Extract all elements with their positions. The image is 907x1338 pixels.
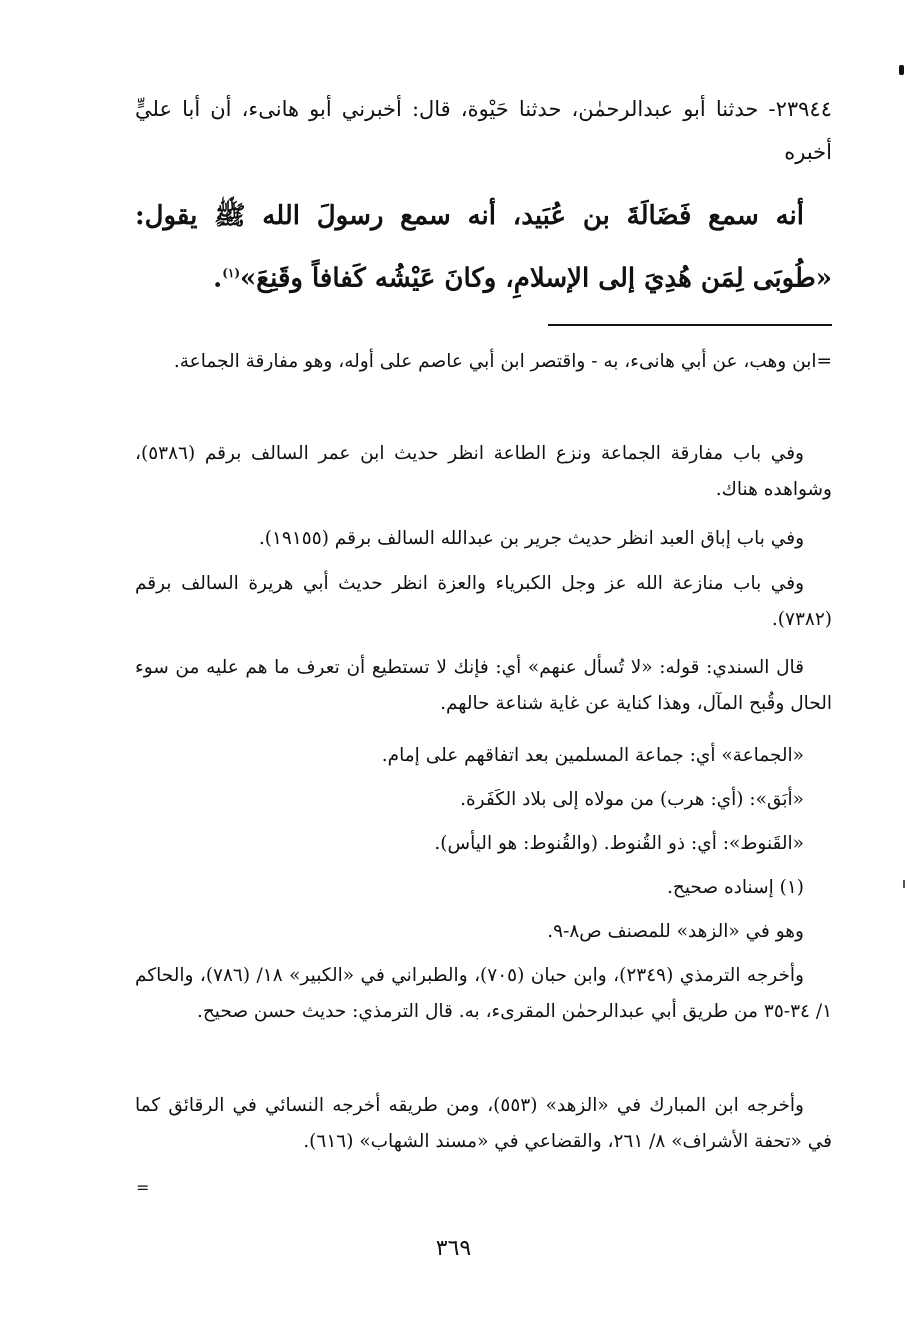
footnote-paragraph: وهو في «الزهد» للمصنف ص٨-٩. <box>547 921 804 942</box>
footnote-paragraph: وفي باب إباق العبد انظر حديث جرير بن عبدالله السالف برقم (١٩١٥٥). <box>258 528 804 549</box>
footnote-paragraph: وأخرجه ابن المبارك في «الزهد» (٥٥٣)، ومن طريقه أخرجه النسائي في الرقائق كما في «تحفة الأشراف» ٨/ ٢٦١، والقضاعي في «مسند الشهاب» (٦١٦). <box>135 1095 832 1152</box>
hadith-body: أنه سمع فَضَالَةَ بن عُبَيد، أنه سمع رسولَ الله ﷺ يقول: «طُوبَى لِمَن هُدِيَ إلى الإسلامِ، وكانَ عَيْشُه كَفافاً وقَنِعَ» <box>135 201 832 294</box>
footnote-paragraph: (١) إسناده صحيح. <box>667 877 804 898</box>
footnote-paragraph: =ابن وهب، عن أبي هانىء، به - واقتصر ابن أبي عاصم على أوله، وهو مفارقة الجماعة. <box>173 351 832 372</box>
footnote-paragraph: «الجماعة» أي: جماعة المسلمين بعد اتفاقهم على إمام. <box>381 745 804 766</box>
isnad-paragraph: ٢٣٩٤٤- حدثنا أبو عبدالرحمٰن، حدثنا حَيْوة، قال: أخبرني أبو هانىء، أن أبا عليٍّ أخبره <box>135 97 832 164</box>
footnote-paragraph: وفي باب مفارقة الجماعة ونزع الطاعة انظر حديث ابن عمر السالف برقم (٥٣٨٦)، وشواهده هناك. <box>135 443 832 500</box>
footnote-paragraph: «أبَق»: (أي: هرب) من مولاه إلى بلاد الكَفَرة. <box>460 789 804 810</box>
footnote-paragraph: وأخرجه الترمذي (٢٣٤٩)، وابن حبان (٧٠٥)، والطبراني في «الكبير» ١٨/ (٧٨٦)، والحاكم ١/ ٣٤-٣٥ من طريق أبي عبدالرحمٰن المقرىء، به. قال الترمذي: حديث حسن صحيح. <box>135 965 832 1022</box>
footnote-reference: (١) <box>222 266 241 280</box>
hadith-period: . <box>213 263 223 294</box>
scan-mark <box>903 880 905 888</box>
continuation-mark: = <box>136 1178 150 1197</box>
scan-mark <box>899 65 904 75</box>
page-number: ٣٦٩ <box>435 1236 472 1261</box>
footnote-separator <box>548 324 832 326</box>
footnote-paragraph: قال السندي: قوله: «لا تُسأل عنهم» أي: فإنك لا تستطيع أن تعرف ما هم عليه من سوء الحال وقُبح المآل، وهذا كناية عن غاية شناعة حالهم. <box>135 657 832 714</box>
footnote-paragraph: وفي باب منازعة الله عز وجل الكبرياء والعزة انظر حديث أبي هريرة السالف برقم (٧٣٨٢). <box>135 573 832 630</box>
footnote-paragraph: «القَنوط»: أي: ذو القُنوط. (والقُنوط: هو اليأس). <box>434 833 804 854</box>
hadith-text <box>135 188 832 308</box>
